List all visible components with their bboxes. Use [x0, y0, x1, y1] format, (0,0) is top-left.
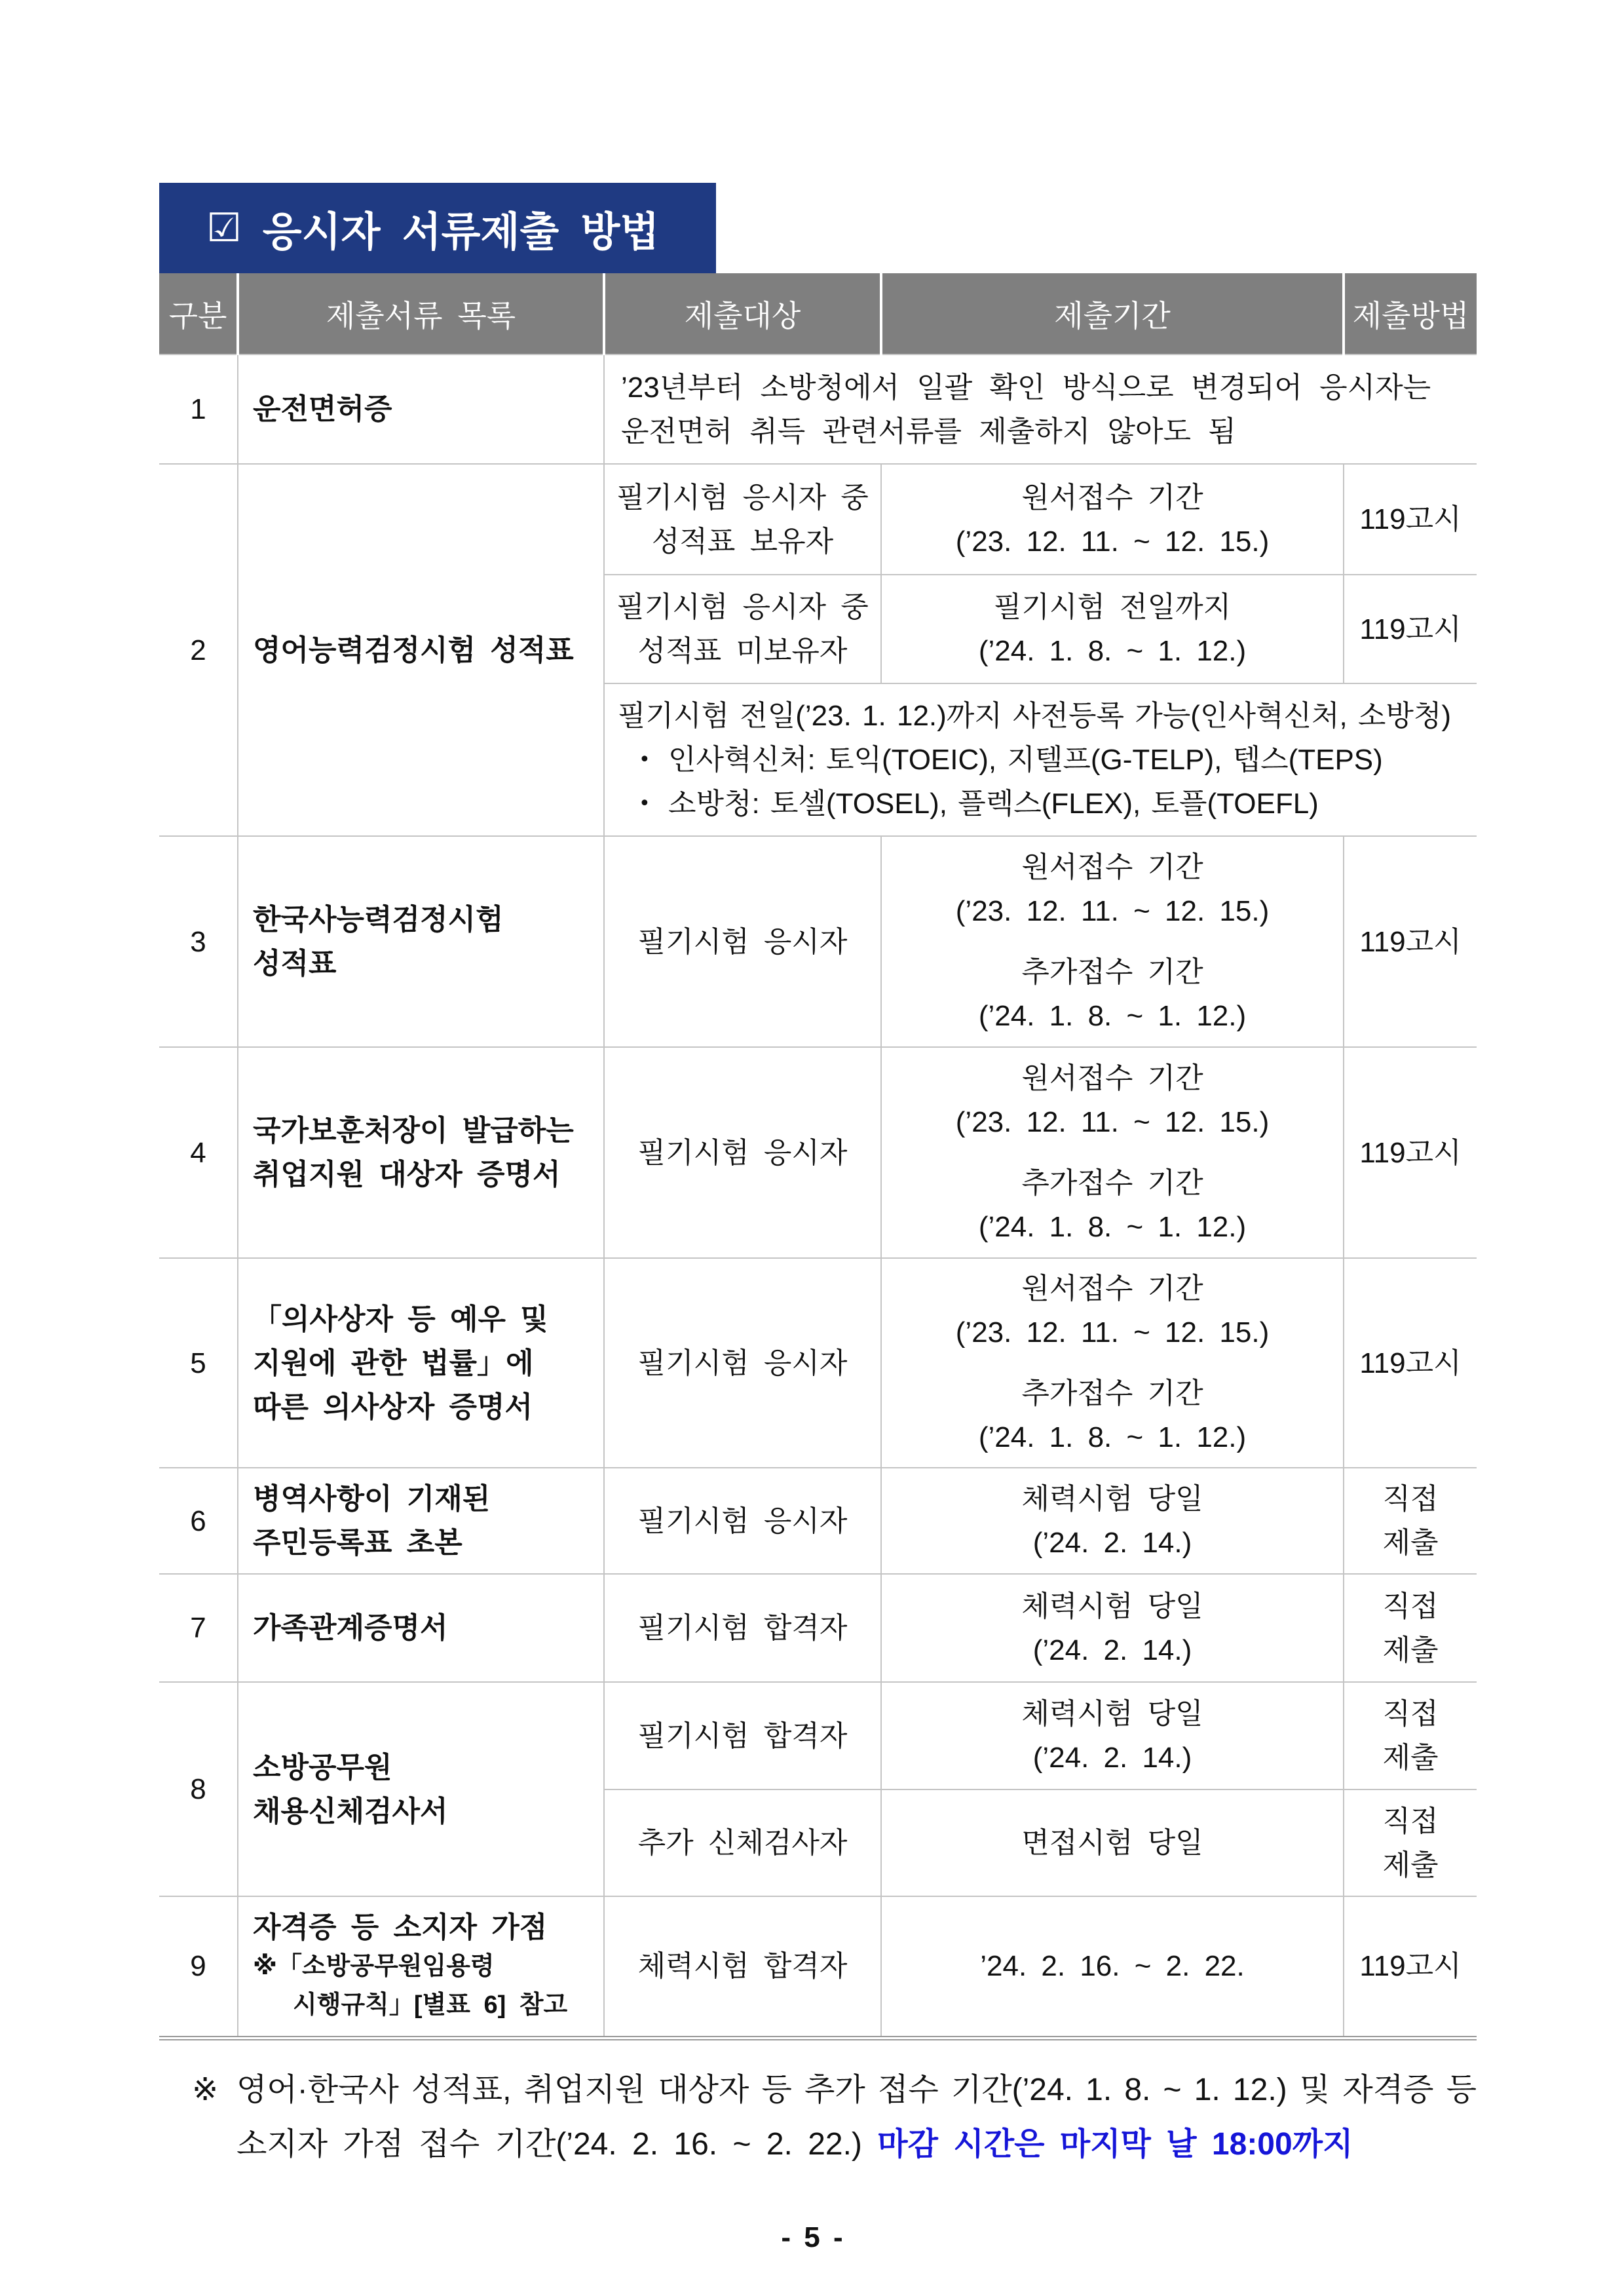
- deadline-note: [192, 2063, 1477, 2172]
- remark-bullet-text: 인사혁신처: 토익(TOEIC), 지텔프(G-TELP), 텝스(TEPS): [668, 744, 1383, 776]
- period-line: 원서접수 기간: [1021, 851, 1203, 883]
- method-cell: [1344, 836, 1477, 1047]
- period-cell: [881, 575, 1344, 683]
- header-method: 제출방법: [1344, 273, 1477, 354]
- table-row: [159, 1896, 1477, 2038]
- method-cell: [1344, 1682, 1477, 1789]
- period-line: ’24. 2. 16. ~ 2. 22.: [980, 1950, 1245, 1983]
- header-period: 제출기간: [881, 273, 1344, 354]
- note-line-text: 소지자 가점 접수 기간(’24. 2. 16. ~ 2. 22.): [236, 2127, 862, 2162]
- note-line: 영어·한국사 성적표, 취업지원 대상자 등 추가 접수 기간(’24. 1. 8. ~ 1. 12.) 및 자격증 등: [236, 2073, 1477, 2107]
- method-cell: [1344, 575, 1477, 683]
- method-line: 119고시: [1359, 1347, 1462, 1379]
- method-line: 직접: [1382, 1698, 1439, 1730]
- target-line: 필기시험 응시자: [637, 925, 848, 958]
- method-line: 직접: [1382, 1590, 1439, 1622]
- period-line: (’24. 1. 8. ~ 1. 12.): [978, 635, 1247, 667]
- table-row: [159, 1258, 1477, 1468]
- period-cell: [881, 1574, 1344, 1682]
- period-line: 면접시험 당일: [1021, 1827, 1203, 1859]
- period-line: 추가접수 기간: [1021, 956, 1203, 988]
- table-header-row: [159, 273, 1477, 354]
- document-name: 한국사능력검정시험: [253, 904, 504, 936]
- target-line: 필기시험 응시자: [637, 1136, 848, 1169]
- submission-table: [159, 273, 1477, 2040]
- header-no: 구분: [159, 273, 238, 354]
- period-line: 추가접수 기간: [1021, 1167, 1203, 1199]
- row-number-cell: [159, 1468, 238, 1574]
- method-line: 119고시: [1359, 925, 1462, 958]
- row-number: 1: [190, 393, 206, 425]
- remark-bullet-text: 소방청: 토셀(TOSEL), 플렉스(FLEX), 토플(TOEFL): [668, 788, 1319, 820]
- period-line: (’23. 12. 11. ~ 12. 15.): [955, 525, 1270, 558]
- document-cell: [238, 1682, 604, 1896]
- row-number-cell: [159, 1258, 238, 1468]
- document-cell: [238, 836, 604, 1047]
- method-line: 119고시: [1359, 613, 1462, 645]
- row-number: 2: [190, 634, 206, 666]
- bullet-icon: •: [639, 792, 651, 815]
- remark-line: ’23년부터 소방청에서 일괄 확인 방식으로 변경되어 응시자는: [621, 371, 1431, 404]
- target-cell: [604, 836, 881, 1047]
- table-row: [159, 1047, 1477, 1258]
- document-cell: [238, 1047, 604, 1258]
- reference-mark: ※: [192, 2073, 219, 2107]
- period-line: 원서접수 기간: [1021, 481, 1203, 514]
- method-cell: [1344, 1047, 1477, 1258]
- target-line: 필기시험 응시자: [637, 1347, 848, 1379]
- document-name: 소방공무원: [253, 1751, 392, 1784]
- period-line: 체력시험 당일: [1021, 1590, 1203, 1622]
- note-line: [236, 2117, 1477, 2172]
- period-cell: [881, 1682, 1344, 1789]
- header-document: 제출서류 목록: [238, 273, 604, 354]
- method-cell: [1344, 1896, 1477, 2038]
- row-number: 4: [190, 1136, 206, 1169]
- target-line: 필기시험 응시자 중: [616, 481, 869, 514]
- deadline-highlight: 마감 시간은 마지막 날 18:00까지: [877, 2127, 1353, 2162]
- document-name: 따른 의사상자 증명서: [253, 1390, 533, 1423]
- row-number-cell: [159, 1574, 238, 1682]
- checkbox-icon: ☑: [206, 205, 242, 251]
- period-line: (’24. 1. 8. ~ 1. 12.): [978, 1211, 1247, 1243]
- section-title: 응시자 서류제출 방법: [262, 209, 660, 255]
- period-line: 체력시험 당일: [1021, 1483, 1203, 1515]
- row-number: 8: [190, 1773, 206, 1805]
- document-cell: [238, 464, 604, 836]
- period-line: (’24. 2. 14.): [1032, 1527, 1192, 1559]
- table-row: [159, 1468, 1477, 1574]
- table-row: [159, 1574, 1477, 1682]
- row-number: 7: [190, 1612, 206, 1644]
- method-cell: [1344, 1574, 1477, 1682]
- method-line: 119고시: [1359, 503, 1462, 535]
- period-cell: [881, 1258, 1344, 1468]
- method-line: 119고시: [1359, 1136, 1462, 1169]
- period-line: (’24. 1. 8. ~ 1. 12.): [978, 1000, 1247, 1032]
- method-line: 제출: [1382, 1527, 1439, 1559]
- row-number-cell: [159, 354, 238, 464]
- period-line: (’23. 12. 11. ~ 12. 15.): [955, 1106, 1270, 1138]
- table-row: [159, 354, 1477, 464]
- remark-bullet-item: [618, 738, 1477, 782]
- table-row: [159, 1682, 1477, 1789]
- row-number: 6: [190, 1504, 206, 1537]
- target-line: 필기시험 합격자: [637, 1719, 848, 1752]
- document-cell: [238, 1896, 604, 2038]
- section-title-box: [159, 183, 716, 273]
- period-line: (’24. 2. 14.): [1032, 1634, 1192, 1666]
- document-reference-note: 시행규칙」[별표 6] 참고: [293, 1991, 568, 2019]
- target-cell: [604, 1574, 881, 1682]
- document-cell: [238, 1258, 604, 1468]
- row-number-cell: [159, 1682, 238, 1896]
- header-target: 제출대상: [604, 273, 881, 354]
- target-cell: [604, 1682, 881, 1789]
- document-name: 채용신체검사서: [253, 1795, 448, 1827]
- row-number-cell: [159, 464, 238, 836]
- document-cell: [238, 1574, 604, 1682]
- target-line: 필기시험 응시자 중: [616, 591, 869, 623]
- table-row: [159, 836, 1477, 1047]
- period-cell: [881, 1047, 1344, 1258]
- target-cell: [604, 1896, 881, 2038]
- remark-line: 운전면허 취득 관련서류를 제출하지 않아도 됨: [621, 415, 1236, 448]
- target-cell: [604, 1258, 881, 1468]
- target-line: 체력시험 합격자: [637, 1950, 848, 1983]
- remark-cell: [604, 354, 1477, 464]
- row-number-cell: [159, 836, 238, 1047]
- document-name: 주민등록표 초본: [253, 1527, 463, 1559]
- target-cell: [604, 1789, 881, 1896]
- period-line: 필기시험 전일까지: [993, 591, 1232, 623]
- document-cell: [238, 1468, 604, 1574]
- period-line: (’24. 2. 14.): [1032, 1742, 1192, 1774]
- document-name: 국가보훈처장이 발급하는: [253, 1115, 574, 1147]
- bullet-icon: •: [639, 748, 651, 771]
- method-line: 직접: [1382, 1805, 1439, 1837]
- row-number: 9: [190, 1950, 206, 1983]
- document-name: 영어능력검정시험 성적표: [253, 634, 574, 666]
- document-name: 지원에 관한 법률」에: [253, 1347, 534, 1379]
- row-number-cell: [159, 1047, 238, 1258]
- document-name: 「의사상자 등 예우 및: [253, 1303, 548, 1335]
- target-line: 필기시험 합격자: [637, 1612, 848, 1644]
- method-line: 직접: [1382, 1483, 1439, 1515]
- period-cell: [881, 464, 1344, 575]
- period-line: 추가접수 기간: [1021, 1377, 1203, 1409]
- remark-line: 필기시험 전일(’23. 1. 12.)까지 사전등록 가능(인사혁신처, 소방청): [618, 700, 1452, 732]
- target-line: 성적표 미보유자: [637, 635, 848, 667]
- method-cell: [1344, 1468, 1477, 1574]
- period-line: (’23. 12. 11. ~ 12. 15.): [955, 895, 1270, 927]
- row-number: 3: [190, 925, 206, 958]
- period-cell: [881, 1896, 1344, 2038]
- remark-cell: [604, 683, 1477, 836]
- period-cell: [881, 1789, 1344, 1896]
- method-line: 제출: [1382, 1634, 1439, 1666]
- document-name: 병역사항이 기재된: [253, 1483, 491, 1515]
- period-line: 원서접수 기간: [1021, 1062, 1203, 1094]
- target-line: 성적표 보유자: [651, 525, 834, 558]
- remark-bullet-item: [618, 782, 1477, 826]
- target-cell: [604, 464, 881, 575]
- method-cell: [1344, 1258, 1477, 1468]
- method-line: 119고시: [1359, 1950, 1462, 1983]
- period-cell: [881, 836, 1344, 1047]
- target-line: 필기시험 응시자: [637, 1504, 848, 1537]
- document-name: 가족관계증명서: [253, 1612, 448, 1644]
- target-cell: [604, 1468, 881, 1574]
- method-line: 제출: [1382, 1848, 1439, 1881]
- method-cell: [1344, 1789, 1477, 1896]
- target-line: 추가 신체검사자: [637, 1827, 848, 1859]
- table-row: [159, 464, 1477, 575]
- period-line: (’24. 1. 8. ~ 1. 12.): [978, 1421, 1247, 1453]
- row-number: 5: [190, 1347, 206, 1379]
- period-line: 원서접수 기간: [1021, 1272, 1203, 1305]
- row-number-cell: [159, 1896, 238, 2038]
- page-number: - 5 -: [781, 2221, 843, 2253]
- document-name: 운전면허증: [253, 393, 392, 425]
- period-line: 체력시험 당일: [1021, 1698, 1203, 1730]
- note-text: [236, 2063, 1477, 2172]
- document-name: 자격증 등 소지자 가점: [253, 1911, 548, 1943]
- period-line: (’23. 12. 11. ~ 12. 15.): [955, 1316, 1270, 1349]
- method-line: 제출: [1382, 1742, 1439, 1774]
- method-cell: [1344, 464, 1477, 575]
- document-reference-note: ※「소방공무원임용령: [253, 1952, 495, 1980]
- period-cell: [881, 1468, 1344, 1574]
- target-cell: [604, 1047, 881, 1258]
- document-cell: [238, 354, 604, 464]
- document-name: 취업지원 대상자 증명서: [253, 1158, 561, 1191]
- target-cell: [604, 575, 881, 683]
- document-name: 성적표: [253, 947, 337, 980]
